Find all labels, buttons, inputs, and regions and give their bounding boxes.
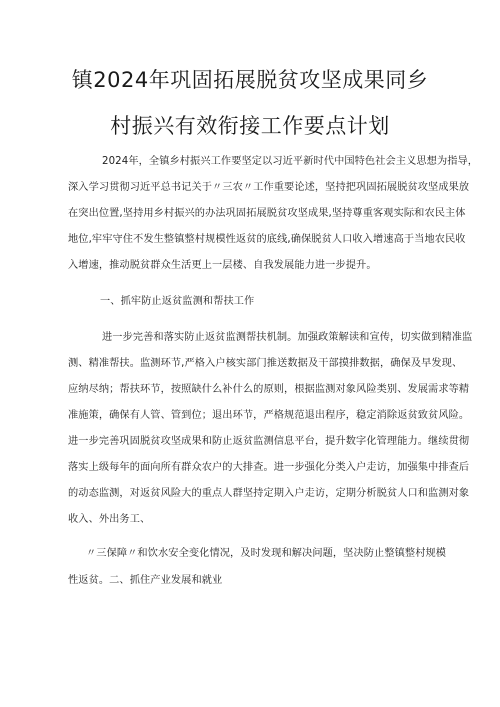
paragraph-2-line: 应纳尽纳；帮扶环节，按照缺什么补什么的原则，根据监测对象风险类别、发展需求等精 bbox=[68, 384, 470, 395]
paragraph-1-line: 地位,牢牢守住不发生整镇整村规模性返贫的底线,确保脱贫人口收入增速高于当地农民收 bbox=[68, 234, 466, 245]
paragraph-1-line: 深入学习贯彻习近平总书记关于〃三农〃工作重要论述，坚持把巩固拓展脱贫攻坚成果放 bbox=[68, 182, 470, 193]
document-title-line-2: 村振兴有效衔接工作要点计划 bbox=[110, 114, 390, 138]
paragraph-2-line: 进一步完善巩固脱贫攻坚成果和防止返贫监测信息平台，提升数字化管理能力。继续贯彻 bbox=[68, 436, 470, 447]
paragraph-3-line: 性返贫。二、抓住产业发展和就业 bbox=[68, 575, 223, 586]
paragraph-2-line: 收入、外出务工、 bbox=[68, 514, 151, 525]
paragraph-1-line: 在突出位置,坚持用乡村振兴的办法巩固拓展脱贫攻坚成果,坚持尊重客观实际和农民主体 bbox=[68, 208, 466, 219]
paragraph-2-line: 测、精准帮扶。监测环节,严格入户核实部门推送数据及干部摸排数据，确保及早发现、 bbox=[68, 358, 463, 369]
paragraph-1-line: 2024年，全镇乡村振兴工作要坚定以习近平新时代中国特色社会主义思想为指导， bbox=[102, 156, 479, 167]
paragraph-3-line: 〃三保障〃和饮水安全变化情况，及时发现和解决问题，坚决防止整镇整村规模 bbox=[86, 548, 447, 559]
paragraph-2-line: 准施策，确保有人管、管到位；退出环节，严格规范退出程序，稳定消除返贫致贫风险。 bbox=[68, 410, 470, 421]
paragraph-2-line: 的动态监测，对返贫风险大的重点人群坚持定期入户走访，定期分析脱贫人口和监测对象 bbox=[68, 488, 470, 499]
paragraph-2-line: 进一步完善和落实防止返贫监测帮扶机制。加强政策解读和宣传，切实做到精准监 bbox=[102, 332, 473, 343]
section-heading: 一、抓牢防止返贫监测和帮扶工作 bbox=[100, 296, 255, 307]
paragraph-2-line: 落实上级每年的面向所有群众农户的大排查。进一步强化分类入户走访，加强集中排查后 bbox=[68, 462, 470, 473]
paragraph-1-line: 入增速，推动脱贫群众生活更上一层楼、自我发展能力进一步提升。 bbox=[68, 260, 377, 271]
document-title-line-1: 镇2024年巩固拓展脱贫攻坚成果同乡 bbox=[71, 68, 429, 92]
